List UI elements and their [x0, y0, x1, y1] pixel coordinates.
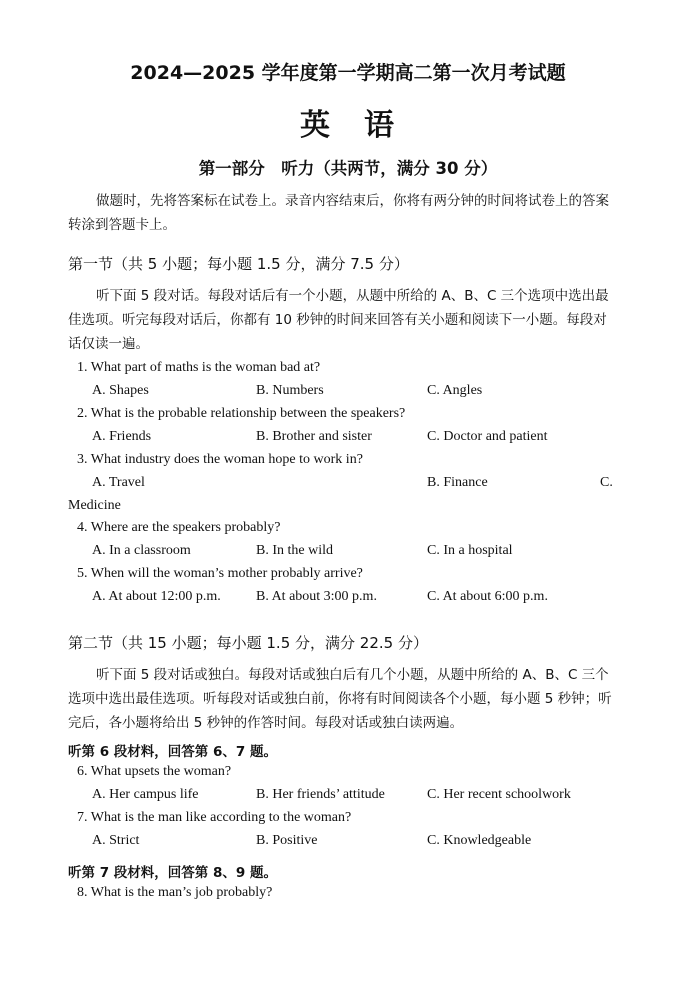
question-3-option-b: B. Finance	[427, 475, 488, 490]
question-1-option-c: C. Angles	[427, 383, 483, 398]
question-5-option-a: A. At about 12:00 p.m.	[92, 589, 221, 604]
question-5-option-b: B. At about 3:00 p.m.	[256, 589, 377, 604]
question-1-option-b: B. Numbers	[256, 383, 324, 398]
question-1-option-a: A. Shapes	[92, 383, 149, 398]
section1-heading: 第一节（共 5 小题；每小题 1.5 分，满分 7.5 分）	[68, 255, 409, 273]
subject-title: 英 语	[300, 108, 396, 143]
question-2-option-a: A. Friends	[92, 429, 152, 444]
question-7-option-c: C. Knowledgeable	[427, 833, 532, 848]
question-1: 1. What part of maths is the woman bad at?	[77, 360, 321, 375]
question-6-option-b: B. Her friends’ attitude	[256, 787, 385, 802]
question-4: 4. Where are the speakers probably?	[77, 520, 281, 535]
material-6-label: 听第 6 段材料，回答第 6、7 题。	[68, 744, 277, 760]
question-2-option-c: C. Doctor and patient	[427, 429, 548, 444]
question-3-option-c-wrap: Medicine	[68, 498, 121, 513]
section1-instr-line-3: 话仅读一遍。	[68, 336, 149, 352]
question-4-option-c: C. In a hospital	[427, 543, 513, 558]
exam-title: 2024—2025 学年度第一学期高二第一次月考试题	[130, 62, 566, 84]
question-5: 5. When will the woman’s mother probably arrive?	[77, 566, 363, 581]
question-6: 6. What upsets the woman?	[77, 764, 232, 779]
question-3-option-c: C.	[600, 475, 613, 490]
section2-instructions	[68, 663, 628, 735]
part1-heading: 第一部分 听力（共两节，满分 30 分）	[198, 159, 498, 178]
question-8: 8. What is the man’s job probably?	[77, 885, 273, 900]
section1-instr-line-1: 听下面 5 段对话。每段对话后有一个小题，从题中所给的 A、B、C 三个选项中选出最	[96, 288, 609, 304]
intro-paragraph	[68, 189, 628, 237]
question-6-option-a: A. Her campus life	[92, 787, 199, 802]
question-3: 3. What industry does the woman hope to work in?	[77, 452, 363, 467]
question-2-option-b: B. Brother and sister	[256, 429, 372, 444]
section1-instr-line-2: 佳选项。听完每段对话后，你都有 10 秒钟的时间来回答有关小题和阅读下一小题。每段对	[68, 312, 607, 328]
section2-heading: 第二节（共 15 小题；每小题 1.5 分，满分 22.5 分）	[68, 634, 428, 652]
question-7: 7. What is the man like according to the woman?	[77, 810, 352, 825]
section2-instr-line-3: 完后，各小题将给出 5 秒钟的作答时间。每段对话或独白读两遍。	[68, 715, 464, 731]
question-7-option-b: B. Positive	[256, 833, 318, 848]
question-7-option-a: A. Strict	[92, 833, 140, 848]
question-4-option-b: B. In the wild	[256, 543, 333, 558]
intro-line-2: 转涂到答题卡上。	[68, 217, 176, 233]
question-2: 2. What is the probable relationship between the speakers?	[77, 406, 406, 421]
question-3-option-a: A. Travel	[92, 475, 145, 490]
section2-instr-line-2: 选项中选出最佳选项。听每段对话或独白前，你将有时间阅读各个小题，每小题 5 秒钟；听	[68, 691, 612, 707]
question-5-option-c: C. At about 6:00 p.m.	[427, 589, 548, 604]
material-7-label: 听第 7 段材料，回答第 8、9 题。	[68, 865, 277, 881]
intro-line-1: 做题时，先将答案标在试卷上。录音内容结束后，你将有两分钟的时间将试卷上的答案	[96, 193, 609, 209]
section2-instr-line-1: 听下面 5 段对话或独白。每段对话或独白后有几个小题，从题中所给的 A、B、C 三个	[96, 667, 609, 683]
question-6-option-c: C. Her recent schoolwork	[427, 787, 571, 802]
section1-instructions	[68, 284, 628, 356]
question-4-option-a: A. In a classroom	[92, 543, 191, 558]
